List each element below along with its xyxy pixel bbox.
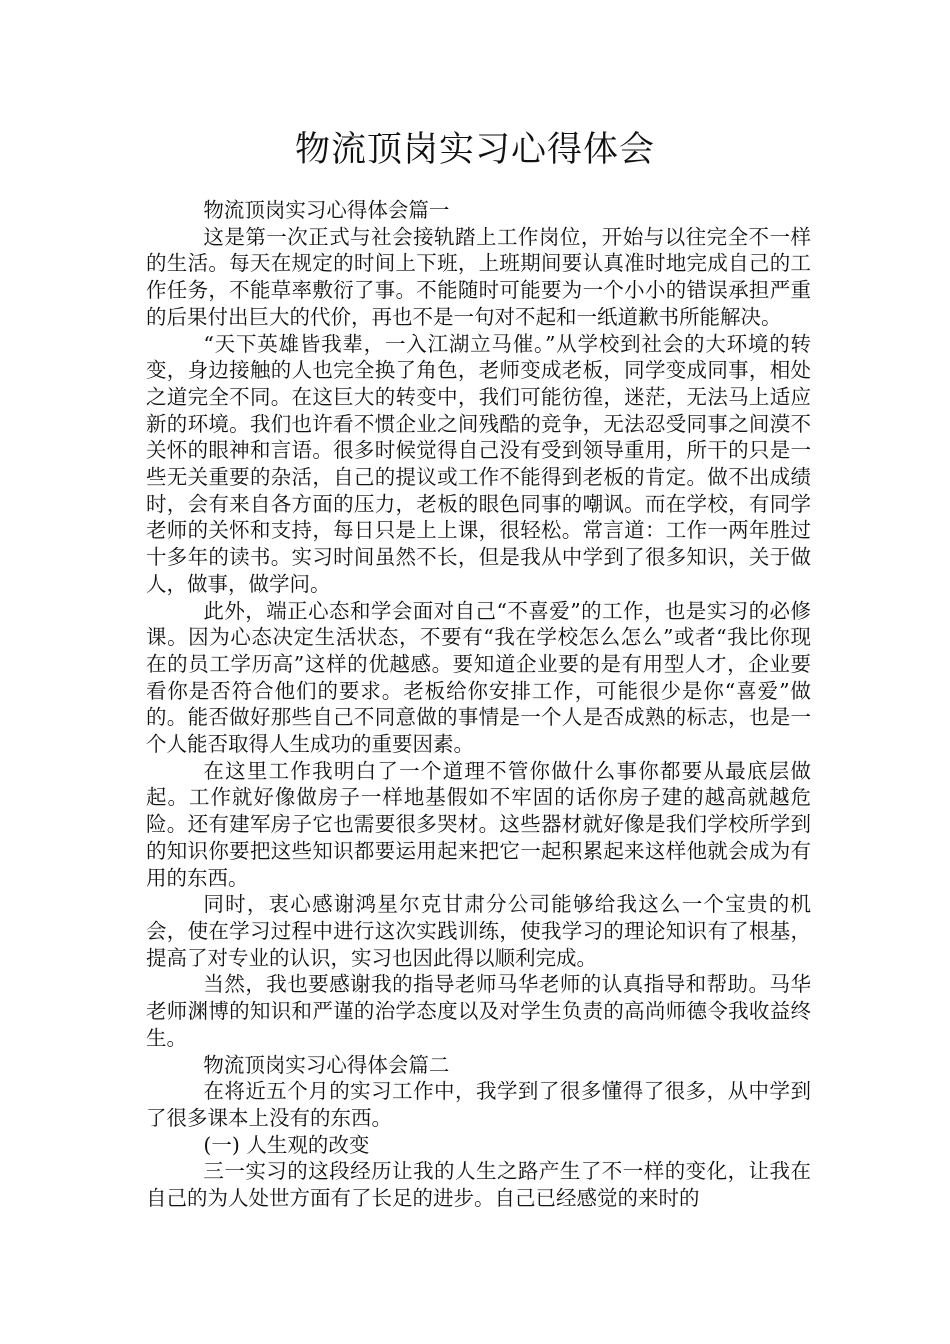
paragraph: 同时，衷心感谢鸿星尔克甘肃分公司能够给我这么一个宝贵的机会，使在学习过程中进行这次实践训练，使我学习的理论知识有了根基，提高了对专业的认识，实习也因此得以顺利完成。 [146, 892, 811, 970]
paragraph: 三一实习的这段经历让我的人生之路产生了不一样的变化，让我在自己的为人处世方面有了长足的进步。自己已经感觉的来时的 [146, 1159, 811, 1211]
paragraph: 这是第一次正式与社会接轨踏上工作岗位，开始与以往完全不一样的生活。每天在规定的时间上下班，上班期间要认真准时地完成自己的工作任务，不能草率敷衍了事。不能随时可能要为一个小小的错误承担严重的后果付出巨大的代价，再也不是一句对不起和一纸道歉书所能解决。 [146, 224, 811, 329]
paragraph: 在这里工作我明白了一个道理不管你做什么事你都要从最底层做起。工作就好像做房子一样地基假如不牢固的话你房子建的越高就越危险。还有建军房子它也需要很多哭材。这些器材就好像是我们学校所学到的知识你要把这些知识都要运用起来把它一起积累起来这样他就会成为有用的东西。 [146, 758, 811, 890]
paragraph-heading-part-one: 物流顶岗实习心得体会篇一 [203, 198, 450, 222]
document-title: 物流顶岗实习心得体会 [294, 130, 655, 170]
paragraph: 在将近五个月的实习工作中，我学到了很多懂得了很多，从中学到了很多课本上没有的东西。 [146, 1079, 811, 1130]
paragraph: 当然，我也要感谢我的指导老师马华老师的认真指导和帮助。马华老师渊博的知识和严谨的治学态度以及对学生负责的高尚师德令我收益终生。 [146, 972, 811, 1050]
paragraph: “天下英雄皆我辈，一入江湖立马催。”从学校到社会的大环境的转变，身边接触的人也完全换了角色，老师变成老板，同学变成同事，相处之道完全不同。在这巨大的转变中，我们可能彷徨，迷茫，无法马上适应新的环境。我们也许看不惯企业之间残酷的竞争，无法忍受同事之间漠不关怀的眼神和言语。很多时候觉得自己没有受到领导重用，所干的只是一些无关重要的杂活，自己的提议或工作不能得到老板的肯定。做不出成绩时，会有来自各方面的压力，老板的眼色同事的嘲讽。而在学校，有同学老师的关怀和支持，每日只是上上课，很轻松。常言道：工作一两年胜过十多年的读书。实习时间虽然不长，但是我从中学到了很多知识，关于做人，做事，做学问。 [146, 331, 811, 596]
section-heading: (一) 人生观的改变 [203, 1132, 370, 1157]
paragraph: 此外，端正心态和学会面对自己“不喜爱”的工作，也是实习的必修课。因为心态决定生活状态，不要有“我在学校怎么怎么”或者“我比你现在的员工学历高”这样的优越感。要知道企业要的是有用型人才，企业要看你是否符合他们的要求。老板给你安排工作，可能很少是你“喜爱”做的。能否做好那些自己不同意做的事情是一个人是否成熟的标志，也是一个人能否取得人生成功的重要因素。 [146, 598, 811, 757]
document-body [146, 197, 811, 1212]
paragraph-heading-part-two: 物流顶岗实习心得体会篇二 [203, 1052, 450, 1077]
